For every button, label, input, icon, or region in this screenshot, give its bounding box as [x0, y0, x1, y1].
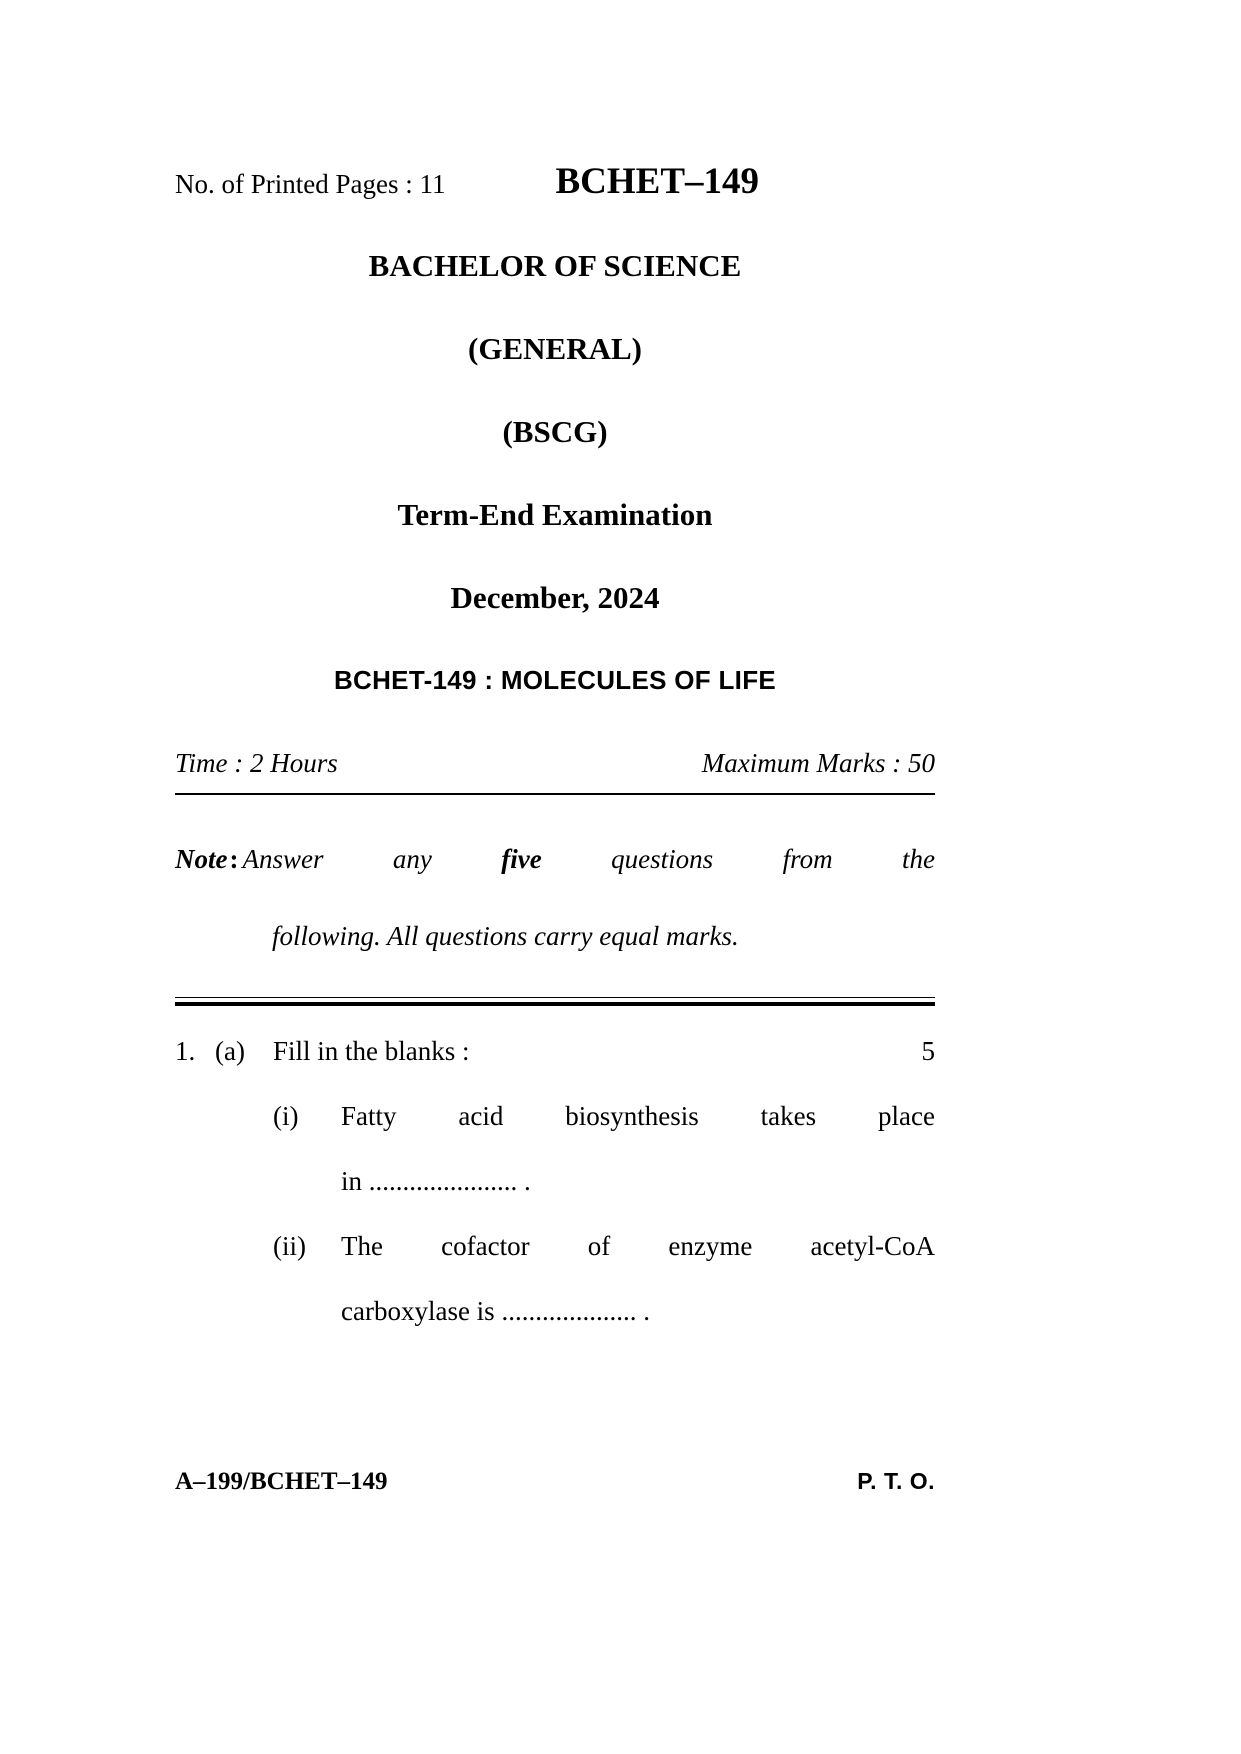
- sub-word: takes: [760, 1100, 817, 1131]
- note-word: from: [782, 844, 833, 874]
- exam-meta-row: [175, 748, 935, 779]
- footer-paper-code: A–199/BCHET–149: [175, 1468, 388, 1495]
- sub-question-ii: [175, 1231, 935, 1262]
- sub-question-i: [175, 1101, 935, 1132]
- note-colon: :: [229, 844, 239, 874]
- question-1-heading: [175, 1036, 935, 1067]
- note-word-emphasis: five: [501, 844, 542, 874]
- sub-word: The: [341, 1230, 383, 1261]
- note-label: Note: [175, 844, 228, 874]
- note-line-2: following. All questions carry equal marks.: [272, 920, 739, 951]
- course-title: BCHET-149 : MOLECULES OF LIFE: [333, 665, 777, 695]
- page-footer: [175, 1468, 935, 1496]
- footer-pto: P. T. O.: [857, 1468, 935, 1494]
- question-number: 1.: [175, 1035, 196, 1066]
- page-content: [175, 160, 935, 1327]
- note-word: the: [902, 844, 935, 874]
- sub-question-text: [341, 1101, 935, 1132]
- examination-type: Term-End Examination: [397, 497, 713, 532]
- note-word: questions: [611, 844, 714, 874]
- sub-question-text: [341, 1231, 935, 1262]
- sub-word: acetyl-CoA: [810, 1230, 935, 1261]
- paper-code: BCHET–149: [555, 161, 760, 202]
- note-line-1: [175, 821, 935, 898]
- note-line-1-words: [242, 821, 935, 898]
- sub-word: cofactor: [441, 1230, 530, 1261]
- sub-word: acid: [458, 1100, 504, 1131]
- question-part-label: (a): [215, 1035, 245, 1066]
- examination-session: December, 2024: [450, 580, 660, 615]
- page-header: [175, 160, 935, 212]
- note-block: [175, 821, 935, 975]
- title-block: [175, 250, 935, 696]
- sub-word: place: [878, 1100, 935, 1131]
- maximum-marks: Maximum Marks : 50: [701, 748, 935, 778]
- note-word: any: [392, 844, 432, 874]
- question-marks: 5: [921, 1035, 935, 1066]
- sub-question-label: (i): [273, 1100, 299, 1131]
- sub-word: biosynthesis: [565, 1100, 699, 1131]
- sub-word: of: [587, 1230, 611, 1261]
- printed-pages-label: No. of Printed Pages : 11: [175, 169, 446, 199]
- programme-code: (BSCG): [502, 414, 608, 449]
- sub-word: enzyme: [668, 1230, 753, 1261]
- sub-word: Fatty: [341, 1100, 397, 1131]
- degree-name: BACHELOR OF SCIENCE: [368, 248, 742, 283]
- question-block-1: [175, 1036, 935, 1327]
- sub-question-ii-continuation: carboxylase is .................... .: [341, 1295, 650, 1326]
- sub-question-label: (ii): [273, 1230, 306, 1261]
- degree-stream: (GENERAL): [468, 331, 642, 366]
- note-word: Answer: [242, 844, 324, 874]
- question-text: Fill in the blanks :: [273, 1035, 470, 1066]
- sub-question-i-continuation: in ...................... .: [341, 1165, 531, 1196]
- time-allowed: Time : 2 Hours: [175, 748, 338, 778]
- section-divider: [175, 997, 935, 1006]
- meta-divider: [175, 793, 935, 795]
